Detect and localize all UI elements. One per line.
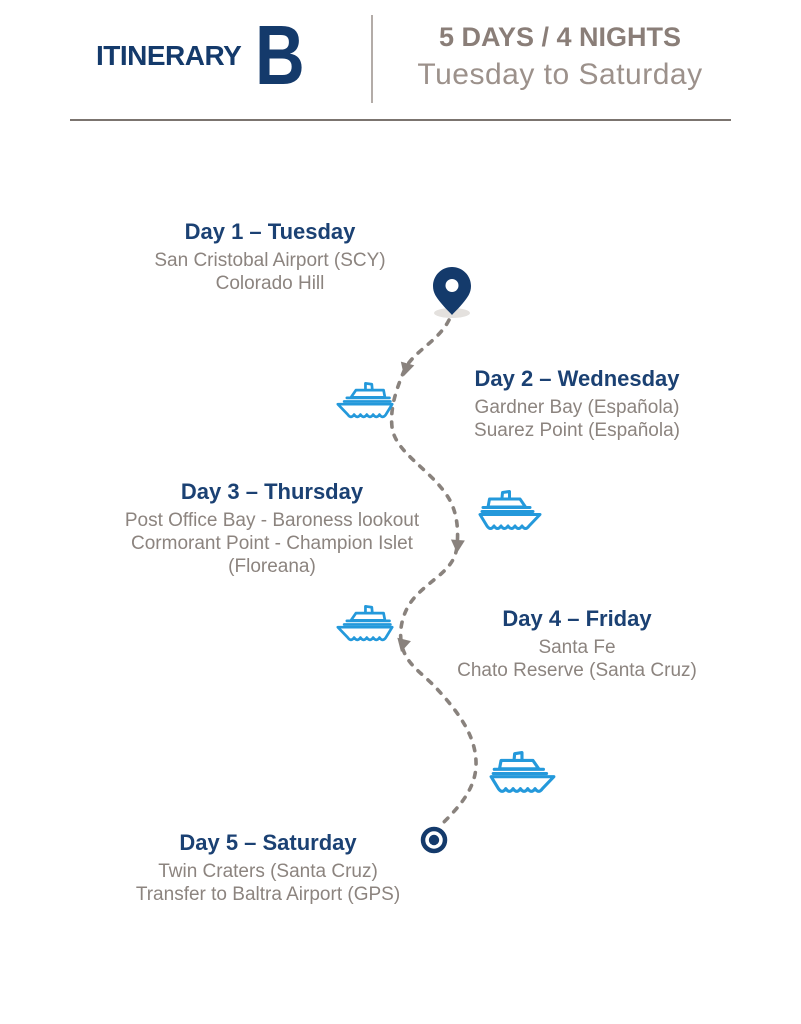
day-1-title: Day 1 – Tuesday bbox=[184, 219, 356, 244]
route-arrow-icon bbox=[397, 362, 414, 378]
day-5-stop: Twin Craters (Santa Cruz) bbox=[158, 861, 378, 882]
day-3-title: Day 3 – Thursday bbox=[180, 479, 364, 504]
day-3-stop: (Floreana) bbox=[228, 556, 316, 577]
day-1-stop: Colorado Hill bbox=[215, 273, 325, 294]
day-5-title: Day 5 – Saturday bbox=[179, 830, 357, 855]
cruise-ship-icon bbox=[489, 750, 556, 796]
day-4-stop: Chato Reserve (Santa Cruz) bbox=[457, 660, 697, 681]
day-2-stop: Gardner Bay (Española) bbox=[474, 397, 680, 418]
day-4-block bbox=[417, 606, 737, 682]
day-2-block bbox=[417, 366, 737, 442]
day-3-block bbox=[97, 479, 447, 578]
route-arrow-icon bbox=[450, 540, 465, 554]
day-5-stop: Transfer to Baltra Airport (GPS) bbox=[135, 884, 401, 905]
brand-title: ITINERARY bbox=[96, 40, 242, 71]
day-1-block bbox=[110, 219, 430, 295]
day-5-block bbox=[93, 830, 443, 906]
map-pin-icon bbox=[433, 267, 471, 315]
itinerary-variant-letter: B bbox=[255, 8, 306, 103]
cruise-ship-icon bbox=[477, 489, 543, 533]
cruise-ship-icon bbox=[336, 603, 394, 645]
day-4-title: Day 4 – Friday bbox=[502, 606, 652, 631]
cruise-ship-icon bbox=[336, 380, 394, 422]
day-range-text: Tuesday to Saturday bbox=[417, 58, 703, 91]
day-2-title: Day 2 – Wednesday bbox=[474, 366, 680, 391]
day-1-stop: San Cristobal Airport (SCY) bbox=[154, 250, 386, 271]
day-2-stop: Suarez Point (Española) bbox=[474, 420, 680, 441]
duration-text: 5 DAYS / 4 NIGHTS bbox=[438, 22, 682, 52]
day-4-stop: Santa Fe bbox=[538, 637, 616, 658]
day-3-stop: Post Office Bay - Baroness lookout bbox=[124, 510, 420, 531]
day-3-stop: Cormorant Point - Champion Islet bbox=[131, 533, 413, 554]
